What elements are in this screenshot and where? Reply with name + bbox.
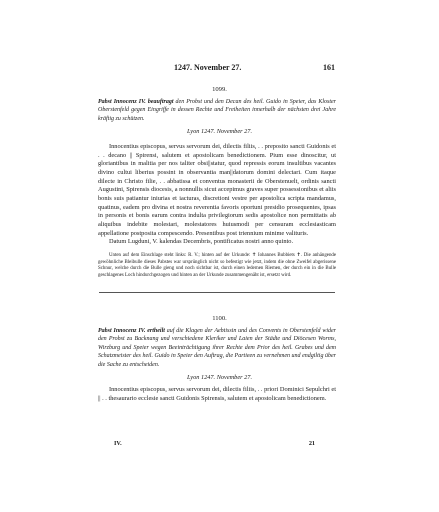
separator-rule [99,292,335,293]
charter-text [98,143,336,247]
page-number: 161 [323,63,335,72]
charter-closing: Datum Lugduni, V. kalendas Decembris, pontificatus nostri anno quinto. [109,238,294,246]
charter-body: Innocentius episcopus, servus servorum dei, dilectis filiis, . . preposito sancti Guidonis et . . decano || Spirensi, salutem et apostolicam benedictionem. Pium esse dinoscitur, ut gloriantibus in malitia per nos taliter obsi||statur, quod repressis eorum insultibus vacantes divino cultui liberius possint in observantia man||datorum domini delectari. Cum itaque dilecte in Christo filie, . . abbatissa et conventus monasterii de Oberstenuelt, ordinis sancti Augustini, Spirensis diocesis, a nonnullis sicut accepimus graves super possessionibus et aliis bonis suis patiantur iniurias et iacturas, discretioni vestre per apostolica scripta mandamus, quatinus, eadem pro divina et nostra reverentia favoris oportuni presidio prosequentes, ipsas in personis et bonis earum contra indulta privilegiorum sedis apostolice non permittatis ab aliquibus indebite molestari, molestatores huiusmodi per censuram ecclesiasticam appellatione postposita compescendo. Presentibus post triennium minime valituris. [98,143,336,237]
summary-text: den Probst und den Decan des heil. Guido in Speier, das Kloster Oberstenfeld gegen Eingriffe in dessen Rechte und Freiheiten innerhalb der nächsten drei Jahre kräftig zu schützen. [98,99,337,122]
charter-body: Innocentius episcopus, servus servorum dei, dilectis filiis, . . priori Dominici Sepulchri et || . . thesaurario ecclesie sancti Guidonis Spirensis, salutem et apostolicam benedictionem. [98,386,336,402]
entry-number: 1100. [212,315,227,322]
summary-text: auf die Klagen der Aebtissin und des Convents in Oberstenfeld wider den Probst zu Backnang und verschiedene Kleriker und Laien der Städte und Diöcesen Worms, Wirzburg und Speier wegen Beeinträchtigung ihrer Rechte dem Prior des heil. Grabes und dem Schatzmeister des heil. Guido in Speier den Auftrag, die Partieen zu vernehmen und endgiltig über die Sache zu entscheiden. [98,328,337,368]
header-date: 1247. November 27. [174,63,242,72]
summary-lead: Pabst Innocenz IV. ertheilt [98,328,165,334]
volume-mark: IV. [114,440,122,447]
signature-mark: 21 [308,440,315,447]
charter-text [98,386,336,403]
note-text: Unten auf dem Einschlage steht links: R. V.; hinten auf der Urkunde: ✝ Iohannes Bubbiets ✝. Die anhängende gewöhnliche Bleibulle dieses Pabstes war ursprünglich nicht so befestigt wie jetzt, indem die ohne Zweifel abgerissene Schnur, welche durch die Bulle gieng und noch sichtbar ist, durch einen ledernen Riemen, der durch ein in die Bulle geschlagenes Loch hindurchgezogen und hinten an der Urkunde zusammengenäht ist, ersetzt wird. [98,253,336,278]
entry-summary [98,98,336,123]
entry-dateline: Lyon 1247. November 27. [186,374,253,381]
entry-summary [98,327,336,369]
entry-dateline: Lyon 1247. November 27. [186,128,253,135]
editorial-note [98,253,336,279]
entry-number: 1099. [212,86,227,93]
summary-lead: Pabst Innocenz IV. beauftragt [98,99,174,105]
